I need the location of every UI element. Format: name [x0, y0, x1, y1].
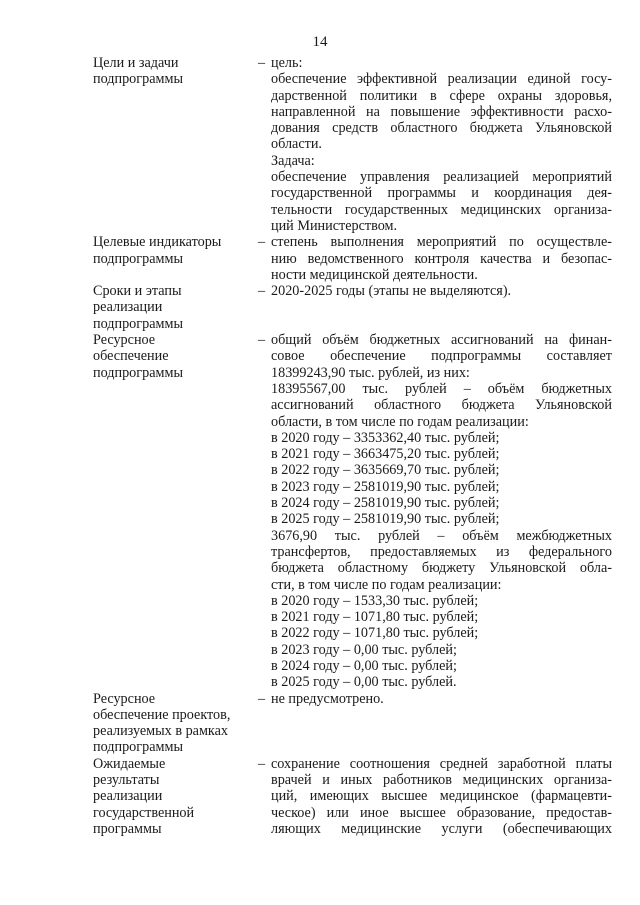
terms-stages-row [0, 283, 640, 332]
content-line: в 2025 году – 0,00 тыс. рублей. [271, 674, 457, 691]
content-line: направленной на повышение эффективности расхо- [271, 103, 612, 120]
content-line: области, в том числе по годам реализации: [271, 413, 529, 430]
row-dash: – [257, 234, 266, 251]
content-line: нию ведомственного контроля качества и безопас- [271, 250, 612, 267]
row-label-line: обеспечение проектов, [93, 706, 231, 723]
content-line: сти, в том числе по годам реализации: [271, 576, 502, 593]
content-line: в 2025 году – 2581019,90 тыс. рублей; [271, 511, 500, 528]
row-label [0, 756, 253, 837]
row-label-line: подпрограммы [93, 315, 183, 332]
row-label-line: подпрограммы [93, 71, 183, 88]
content-line: дарственной политики в сфере охраны здоровья, [271, 87, 612, 104]
content-line: в 2020 году – 3353362,40 тыс. рублей; [271, 429, 500, 446]
row-label [0, 234, 253, 283]
row-content [271, 691, 612, 756]
content-line: ассигнований областного бюджета Ульяновской [271, 397, 612, 414]
content-line: в 2022 году – 3635669,70 тыс. рублей; [271, 462, 500, 479]
row-label [0, 55, 253, 234]
row-label-line: Ресурсное [93, 332, 156, 349]
row-dash: – [257, 55, 266, 71]
row-label-line: реализации [93, 788, 163, 805]
content-line: тельности государственных медицинских организа- [271, 201, 612, 218]
content-line: ций, имеющих высшее медицинское (фармацевти- [271, 788, 612, 805]
content-line: ности медицинской деятельности. [271, 266, 478, 283]
content-line: области. [271, 136, 322, 153]
content-line: трансфертов, предоставляемых из федерального [271, 543, 612, 560]
content-line: 2020-2025 годы (этапы не выделяются). [271, 283, 512, 300]
content-line: в 2022 году – 1071,80 тыс. рублей; [271, 625, 479, 642]
goals-tasks-row [0, 55, 640, 234]
row-label-line: государственной [93, 804, 195, 821]
row-content [271, 756, 612, 837]
row-content [271, 234, 612, 283]
content-line: в 2024 году – 2581019,90 тыс. рублей; [271, 495, 500, 512]
row-label-line: реализуемых в рамках [93, 723, 229, 740]
row-label-line: Ожидаемые [93, 755, 166, 772]
content-line: врачей и иных работников медицинских организа- [271, 772, 612, 789]
content-line: не предусмотрено. [271, 690, 384, 707]
content-line: Задача: [271, 152, 315, 169]
content-line: обеспечение эффективной реализации единой госу- [271, 71, 612, 88]
row-dash: – [257, 690, 266, 707]
content-line: 3676,90 тыс. рублей – объём межбюджетных [271, 527, 612, 544]
content-line: в 2023 году – 0,00 тыс. рублей; [271, 641, 457, 658]
row-label [0, 691, 253, 756]
row-content [271, 283, 612, 332]
content-line: бюджета областному бюджету Ульяновской обла- [271, 560, 612, 577]
row-label-line: Ресурсное [93, 690, 156, 707]
content-line: в 2020 году – 1533,30 тыс. рублей; [271, 592, 479, 609]
row-label-line: Сроки и этапы [93, 283, 182, 300]
row-label [0, 283, 253, 332]
content-line: дования средств областного бюджета Ульяновской [271, 120, 612, 137]
expected-results-row [0, 756, 640, 837]
row-dash: – [257, 283, 266, 300]
row-label-line: программы [93, 820, 162, 837]
content-line: ческое) или иное высшее образование, предостав- [271, 804, 612, 821]
projects-resource-row [0, 691, 640, 756]
page-number: 14 [312, 34, 328, 50]
row-label-line: реализации [93, 299, 163, 316]
row-dash: – [257, 755, 266, 772]
content-line: обеспечение управления реализацией мероприятий [271, 169, 612, 186]
row-label-line: Цели и задачи [93, 55, 179, 71]
content-line: общий объём бюджетных ассигнований на финан- [271, 332, 612, 349]
row-label-line: Целевые индикаторы [93, 234, 222, 251]
content-line: совое обеспечение подпрограммы составляет [271, 348, 612, 365]
content-line: ций Министерством. [271, 217, 398, 234]
content-line: ляющих медицинские услуги (обеспечивающих [271, 820, 612, 837]
row-label-line: подпрограммы [93, 739, 183, 756]
content-line: сохранение соотношения средней заработной платы [271, 755, 612, 772]
row-content [271, 55, 612, 234]
row-label-line: подпрограммы [93, 250, 183, 267]
content-line: степень выполнения мероприятий по осуществле- [271, 234, 612, 251]
row-dash: – [257, 332, 266, 349]
content-line: государственной программы и координация дея- [271, 185, 612, 202]
content-line: в 2021 году – 1071,80 тыс. рублей; [271, 609, 479, 626]
subprogram-passport-table [0, 55, 640, 837]
content-line: 18399243,90 тыс. рублей, из них: [271, 364, 470, 381]
row-content [271, 332, 612, 691]
content-line: цель: [271, 55, 303, 71]
row-label [0, 332, 253, 691]
content-line: в 2021 году – 3663475,20 тыс. рублей; [271, 446, 500, 463]
target-indicators-row [0, 234, 640, 283]
content-line: в 2024 году – 0,00 тыс. рублей; [271, 657, 457, 674]
resource-support-row [0, 332, 640, 691]
row-label-line: подпрограммы [93, 364, 183, 381]
row-label-line: результаты [93, 772, 160, 789]
content-line: в 2023 году – 2581019,90 тыс. рублей; [271, 478, 500, 495]
row-label-line: обеспечение [93, 348, 169, 365]
content-line: 18395567,00 тыс. рублей – объём бюджетных [271, 380, 612, 397]
